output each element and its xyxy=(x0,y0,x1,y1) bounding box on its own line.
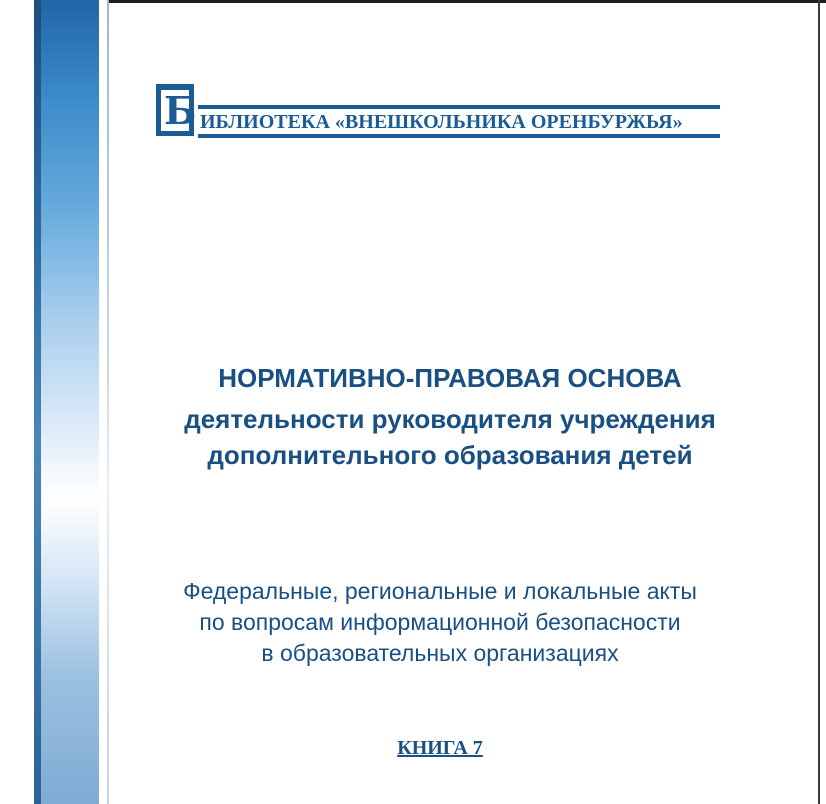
logo-letter: Б xyxy=(164,88,197,133)
series-title: ИБЛИОТЕКА «ВНЕШКОЛЬНИКА ОРЕНБУРЖЬЯ» xyxy=(200,111,683,133)
frame-right-border xyxy=(818,0,820,804)
title-line-2: деятельности руководителя учреждения xyxy=(184,404,716,434)
brand-rule-bottom xyxy=(198,134,720,138)
book-number: КНИГА 7 xyxy=(397,737,483,759)
frame-top-border xyxy=(109,0,826,3)
series-logo xyxy=(156,84,197,136)
subtitle-line-1: Федеральные, региональные и локальные акты xyxy=(183,578,697,604)
spine-gradient-stripe xyxy=(41,0,99,804)
subtitle-line-2: по вопросам информационной безопасности xyxy=(199,609,681,635)
book-subtitle xyxy=(120,576,760,669)
spine-edge-line xyxy=(107,0,109,804)
book-title-main: НОРМАТИВНО-ПРАВОВАЯ ОСНОВА xyxy=(218,363,682,393)
book-title-sub xyxy=(120,401,780,473)
series-brand xyxy=(156,84,722,142)
spine-dark-stripe xyxy=(34,0,41,804)
subtitle-line-3: в образовательных организациях xyxy=(261,640,619,666)
title-line-3: дополнительного образования детей xyxy=(207,440,693,470)
brand-rule-top xyxy=(198,105,720,109)
